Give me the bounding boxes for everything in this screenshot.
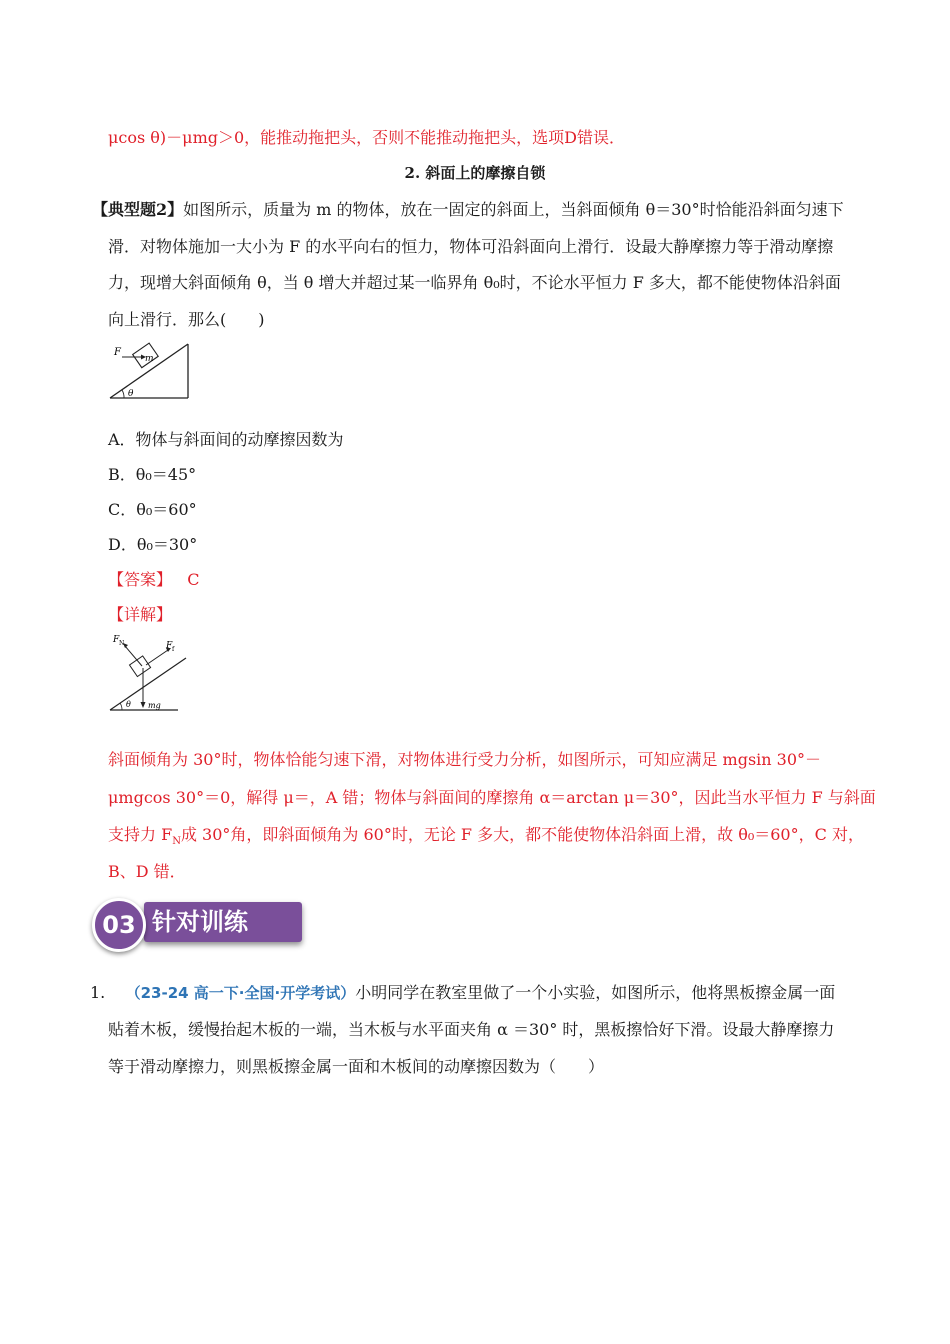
explanation-line-3-start: 支持力 F — [108, 825, 173, 844]
explanation-subscript: N — [172, 836, 181, 848]
answer-label: 【答案】 — [108, 570, 173, 589]
section-title: 2. 斜面上的摩擦自锁 — [404, 164, 546, 182]
question-number: 1. — [90, 983, 106, 1002]
section-badge — [92, 898, 312, 948]
section-heading: 针对训练 — [144, 902, 302, 942]
question-1-line-2: 贴着木板，缓慢抬起木板的一端，当木板与水平面夹角 α ＝30° 时，黑板擦恰好下滑。设最大静摩擦力 — [108, 1020, 835, 1039]
option-d: D．θ₀＝30° — [108, 535, 198, 554]
section-number: 03 — [92, 898, 146, 952]
option-a: A．物体与斜面间的动摩擦因数为 — [108, 430, 344, 449]
explanation-line-3-rest: 成 30°角，即斜面倾角为 60°时，无论 F 多大，都不能使物体沿斜面上滑，故 θ₀＝60°，C 对， — [180, 825, 864, 844]
option-b: B．θ₀＝45° — [108, 465, 197, 484]
continuation-line: μcos θ)－μmg＞0，能推动拖把头，否则不能推动拖把头，选项D错误． — [108, 128, 625, 147]
question-source: （23-24 高一下·全国·开学考试） — [125, 984, 356, 1002]
example-line-4: 向上滑行．那么( ) — [108, 310, 265, 329]
question-1-line-3: 等于滑动摩擦力，则黑板擦金属一面和木板间的动摩擦因数为（ ） — [108, 1057, 605, 1076]
explanation-line-4: B、D 错． — [108, 862, 186, 881]
detail-label: 【详解】 — [108, 605, 173, 624]
explanation-line-1: 斜面倾角为 30°时，物体恰能匀速下滑，对物体进行受力分析，如图所示，可知应满足 mgsin 30°－ — [108, 750, 822, 769]
example-line-1 — [92, 200, 844, 220]
weight-label: mg — [148, 701, 161, 710]
normal-force-label: F — [113, 635, 120, 645]
example-text-1: 如图所示，质量为 m 的物体，放在一固定的斜面上，当斜面倾角 θ＝30°时恰能沿斜面匀速下 — [183, 200, 844, 219]
question-text-1: 小明同学在教室里做了一个小实验，如图所示，他将黑板擦金属一面 — [355, 983, 836, 1002]
explanation-line-2: μmgcos 30°＝0，解得 μ＝，A 错；物体与斜面间的摩擦角 α＝arctan μ＝30°，因此当水平恒力 F 与斜面 — [108, 788, 876, 807]
angle-label: θ — [128, 389, 134, 399]
normal-force-subscript: N — [119, 640, 125, 647]
example-line-3: 力，现增大斜面倾角 θ，当 θ 增大并超过某一临界角 θ₀时，不论水平恒力 F 多大，都不能使物体沿斜面 — [108, 273, 841, 292]
question-1-line-1 — [90, 983, 835, 1003]
friction-force-label: F — [166, 641, 173, 651]
explanation-line-3 — [108, 825, 864, 852]
answer-line — [108, 570, 200, 590]
force-diagram — [108, 632, 190, 714]
example-line-2: 滑．对物体施加一大小为 F 的水平向右的恒力，物体可沿斜面向上滑行．设最大静摩擦力等于滑动摩擦 — [108, 237, 834, 256]
force-label: F — [114, 347, 121, 358]
answer-value: C — [187, 570, 200, 589]
example-tag: 【典型题2】 — [92, 200, 184, 219]
option-c: C．θ₀＝60° — [108, 500, 197, 519]
mass-label: m — [145, 354, 154, 364]
incline-figure — [108, 340, 192, 402]
friction-force-subscript: f — [172, 646, 175, 653]
incline-angle-label: θ — [126, 700, 131, 709]
